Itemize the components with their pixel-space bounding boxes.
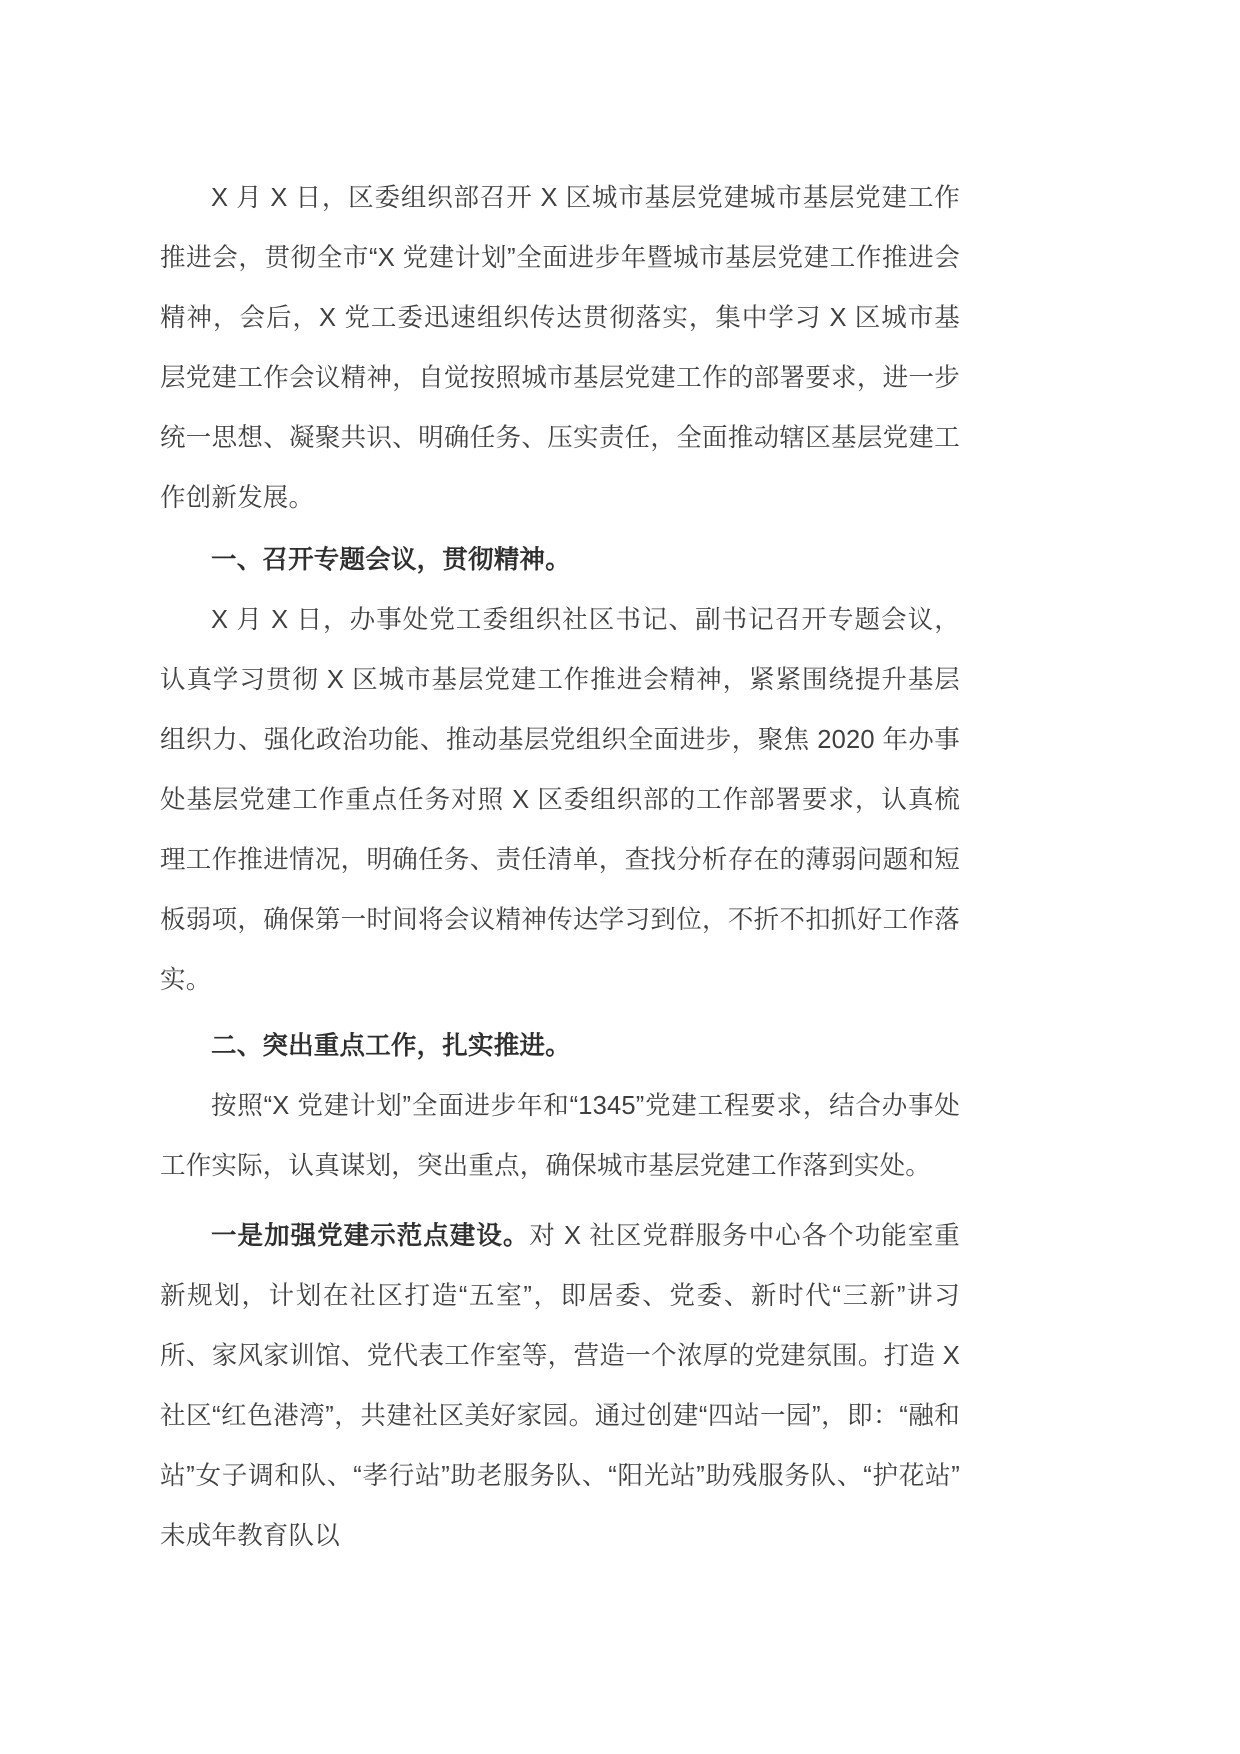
section-one-paragraph: X 月 X 日，办事处党工委组织社区书记、副书记召开专题会议，认真学习贯彻 X 区城市基层党建工作推进会精神，紧紧围绕提升基层组织力、强化政治功能、推动基层党组织全面进步，聚焦 2020 年办事处基层党建工作重点任务对照 X 区委组织部的工作部署要求，认真梳理工作推进情况，明确任务、责任清单，查找分析存在的薄弱问题和短板弱项，确保第一时间将会议精神传达学习到位，不折不扣抓好工作落实。 xyxy=(160,606,960,994)
intro-paragraph: X 月 X 日，区委组织部召开 X 区城市基层党建城市基层党建工作推进会，贯彻全市“X 党建计划”全面进步年暨城市基层党建工作推进会精神，会后，X 党工委迅速组织传达贯彻落实，集中学习 X 区城市基层党建工作会议精神，自觉按照城市基层党建工作的部署要求，进一步统一思想、凝聚共识、明确任务、压实责任，全面推动辖区基层党建工作创新发展。 xyxy=(160,184,960,512)
item-one-lead: 一是加强党建示范点建设。 xyxy=(211,1222,530,1250)
section-heading-one: 一、召开专题会议，贯彻精神。 xyxy=(211,546,571,574)
section-heading-two: 二、突出重点工作，扎实推进。 xyxy=(211,1032,571,1060)
item-one-text: 对 X 社区党群服务中心各个功能室重新规划，计划在社区打造“五室”，即居委、党委、新时代“三新”讲习所、家风家训馆、党代表工作室等，营造一个浓厚的党建氛围。打造 X 社区“红色港湾”，共建社区美好家园。通过创建“四站一园”，即：“融和站”女子调和队、“孝行站”助老服务队、“阳光站”助残服务队、“护花站”未成年教育队以 xyxy=(160,1222,961,1550)
spacer xyxy=(160,1196,960,1206)
item-one-paragraph xyxy=(160,1206,960,1566)
document-body xyxy=(160,168,960,1566)
section-two-paragraph: 按照“X 党建计划”全面进步年和“1345”党建工程要求，结合办事处工作实际，认真谋划，突出重点，确保城市基层党建工作落到实处。 xyxy=(160,1092,960,1180)
